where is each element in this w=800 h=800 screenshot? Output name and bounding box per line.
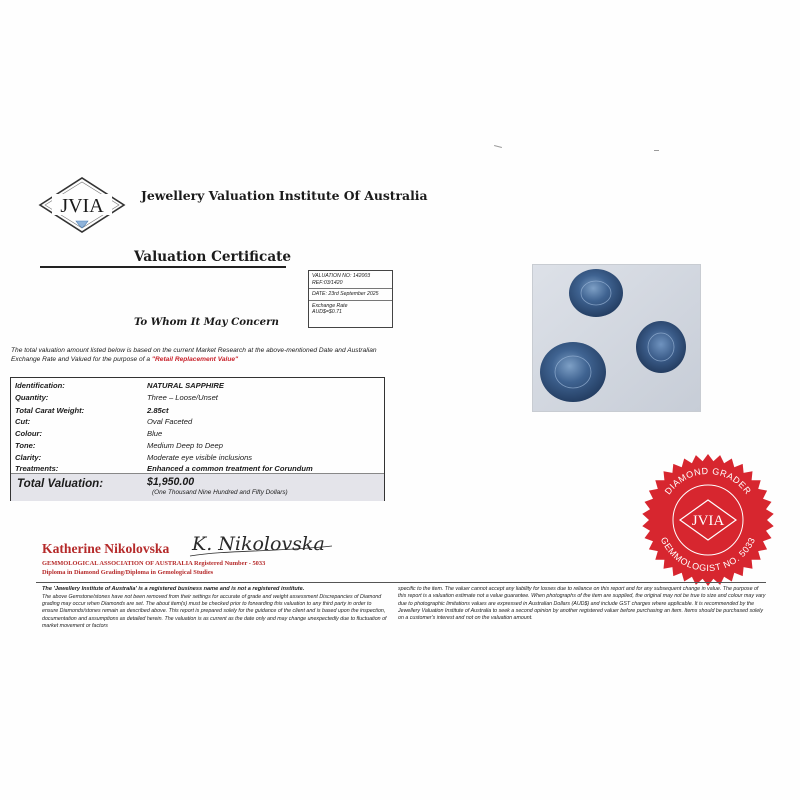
detail-value: Three – Loose/Unset bbox=[147, 393, 218, 402]
total-valuation-band bbox=[11, 473, 384, 501]
sapphire-stone bbox=[636, 321, 686, 373]
detail-label: Cut: bbox=[15, 417, 31, 426]
detail-label: Treatments: bbox=[15, 464, 59, 473]
certificate-title: Valuation Certificate bbox=[134, 249, 292, 265]
detail-value: 2.85ct bbox=[147, 406, 169, 415]
title-divider bbox=[40, 266, 286, 268]
greeting: To Whom It May Concern bbox=[134, 316, 279, 328]
exchange-rate-label: Exchange Rate bbox=[312, 302, 348, 309]
seal-center-text: JVIA bbox=[691, 513, 725, 529]
reference-box bbox=[308, 270, 393, 328]
handwritten-signature bbox=[186, 520, 334, 564]
sapphire-stone bbox=[540, 342, 606, 402]
detail-value: Blue bbox=[147, 429, 163, 438]
valuation-date: DATE: 23rd September 2025 bbox=[312, 291, 379, 297]
detail-label: Quantity: bbox=[15, 393, 49, 402]
seal-bottom-text: GEMMOLOGIST NO. 5033 bbox=[658, 535, 758, 574]
retail-replacement-value: "Retail Replacement Value" bbox=[151, 355, 239, 363]
signatory-diploma: Diploma in Diamond Grading/Diploma in Gemological Studies bbox=[42, 569, 214, 576]
sapphire-photo bbox=[532, 264, 701, 412]
detail-value: NATURAL SAPPHIRE bbox=[147, 381, 224, 390]
total-valuation-words: (One Thousand Nine Hundred and Fifty Dollars) bbox=[152, 489, 288, 496]
scan-mark bbox=[494, 145, 502, 148]
detail-value: Medium Deep to Deep bbox=[147, 441, 223, 450]
total-valuation-label: Total Valuation: bbox=[17, 477, 104, 490]
sapphire-stone bbox=[569, 269, 623, 317]
detail-label: Clarity: bbox=[15, 453, 42, 462]
exchange-rate-value: AUD$=$0.71 bbox=[312, 309, 342, 315]
signatory-name: Katherine Nikolovska bbox=[42, 541, 170, 556]
org-name: Jewellery Valuation Institute Of Australia bbox=[141, 188, 428, 203]
signatory-credential: GEMMOLOGICAL ASSOCIATION OF AUSTRALIA Registered Number - 5033 bbox=[42, 560, 266, 567]
disclaimer-left-text: The above Gemstone/stones have not been removed from their settings for accurate of grade and weight assessment Discrepancies of Diamond grading may occur when Diamonds are set. The about item(s) must be checked prior to forwarding this valuation to any third party in order to ensure Diamonds/stones remain as described above. This report is prepared solely for the guidance of the client and is based upon the inspection, documentation and assumptions as detailed herein. The valuation is as current as the date only and may change unexpectedly due to fluctuation of market movement or factors bbox=[42, 593, 387, 629]
details-table bbox=[10, 377, 385, 501]
disclaimer-right: specific to the item. The valuer cannot accept any liability for losses due to reliance on this report and for any subsequent change in value. The purpose of this report is a valuation estimate not a value guarantee. When photographs of the item are supplied, the original may not be true to size and colour may vary due to photographic limitations values are expressed in Australian Dollars (AUD$) and include GST charges where applicable. It is recommended by the Jewellery Valuation Institute of Australia to seek a second opinion by another registered valuer before purchasing an item. Items should be purchased solely on a customer's interest and not on the valuation amount. bbox=[398, 586, 766, 622]
signature-text: K. Nikolovska bbox=[192, 533, 325, 555]
valuation-number: VALUATION NO: 142003 bbox=[312, 273, 371, 279]
detail-value: Moderate eye visible inclusions bbox=[147, 453, 253, 462]
detail-value: Oval Faceted bbox=[147, 417, 193, 426]
detail-value: Enhanced a common treatment for Corundum bbox=[147, 464, 313, 473]
detail-label: Identification: bbox=[15, 381, 65, 390]
detail-label: Tone: bbox=[15, 441, 36, 450]
scan-mark bbox=[654, 150, 659, 151]
intro-paragraph bbox=[11, 347, 396, 365]
total-valuation-amount: $1,950.00 bbox=[147, 476, 195, 488]
detail-label: Colour: bbox=[15, 429, 42, 438]
seal-top-text: DIAMOND GRADER bbox=[662, 465, 754, 497]
intro-text: The total valuation amount listed below is based on the current Market Research at the above-mentioned Date and Australian Exchange Rate and Valued for the purpose of a bbox=[11, 347, 377, 363]
footer-divider bbox=[36, 582, 766, 583]
detail-label: Total Carat Weight: bbox=[15, 406, 85, 415]
logo-text: JVIA bbox=[60, 195, 104, 217]
diamond-icon bbox=[76, 221, 88, 228]
disclaimer-left bbox=[42, 586, 389, 630]
reference-number: REF:03/1420 bbox=[312, 279, 343, 286]
disclaimer-lead: The 'Jewellery Institute of Australia' is a registered business name and is not a registered institute. bbox=[42, 586, 305, 592]
jvia-logo bbox=[36, 175, 128, 237]
diamond-grader-seal bbox=[640, 452, 776, 588]
